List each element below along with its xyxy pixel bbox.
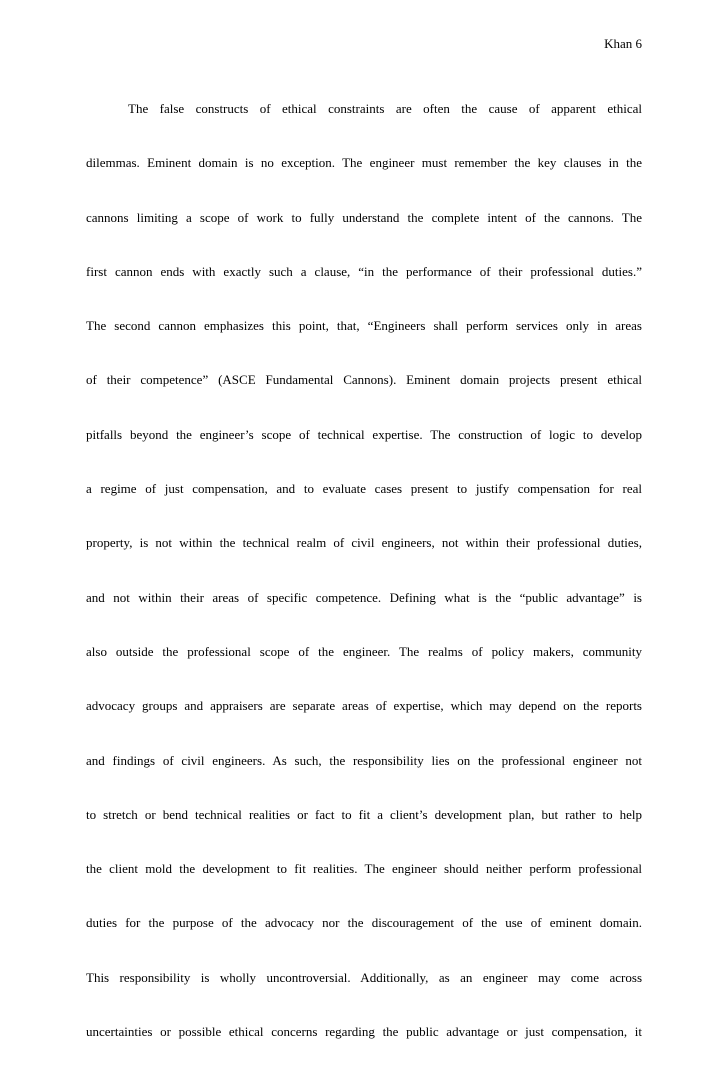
body-paragraph xyxy=(86,101,642,1078)
paragraph-line: advocacy groups and appraisers are separate areas of expertise, which may depend on the reports xyxy=(86,698,642,714)
paragraph-line: and not within their areas of specific competence. Defining what is the “public advantage” is xyxy=(86,589,642,605)
paragraph-line: the client mold the development to fit realities. The engineer should neither perform professional xyxy=(86,861,642,877)
paragraph-line: pitfalls beyond the engineer’s scope of technical expertise. The construction of logic to develop xyxy=(86,426,642,442)
paragraph-line: and findings of civil engineers. As such, the responsibility lies on the professional engineer not xyxy=(86,752,642,768)
paragraph-line: dilemmas. Eminent domain is no exception. The engineer must remember the key clauses in the xyxy=(86,155,642,171)
paragraph-line: first cannon ends with exactly such a clause, “in the performance of their professional duties.” xyxy=(86,263,642,279)
paragraph-line: to stretch or bend technical realities or fact to fit a client’s development plan, but rather to help xyxy=(86,806,642,822)
paragraph-line: cannons limiting a scope of work to fully understand the complete intent of the cannons. The xyxy=(86,209,642,225)
paragraph-line: The false constructs of ethical constraints are often the cause of apparent ethical xyxy=(128,101,642,116)
paragraph-line: a regime of just compensation, and to evaluate cases present to justify compensation for real xyxy=(86,481,642,497)
paragraph-line: of their competence” (ASCE Fundamental Cannons). Eminent domain projects present ethical xyxy=(86,372,642,388)
paragraph-line: duties for the purpose of the advocacy nor the discouragement of the use of eminent domain. xyxy=(86,915,642,931)
paragraph-line: This responsibility is wholly uncontroversial. Additionally, as an engineer may come across xyxy=(86,969,642,985)
paragraph-line: also outside the professional scope of the engineer. The realms of policy makers, community xyxy=(86,643,642,659)
paragraph-line: uncertainties or possible ethical concerns regarding the public advantage or just compensation, it xyxy=(86,1024,642,1040)
running-header: Khan 6 xyxy=(604,36,642,51)
paragraph-line: The second cannon emphasizes this point, that, “Engineers shall perform services only in areas xyxy=(86,318,642,334)
paragraph-line: property, is not within the technical realm of civil engineers, not within their professional duties, xyxy=(86,535,642,551)
